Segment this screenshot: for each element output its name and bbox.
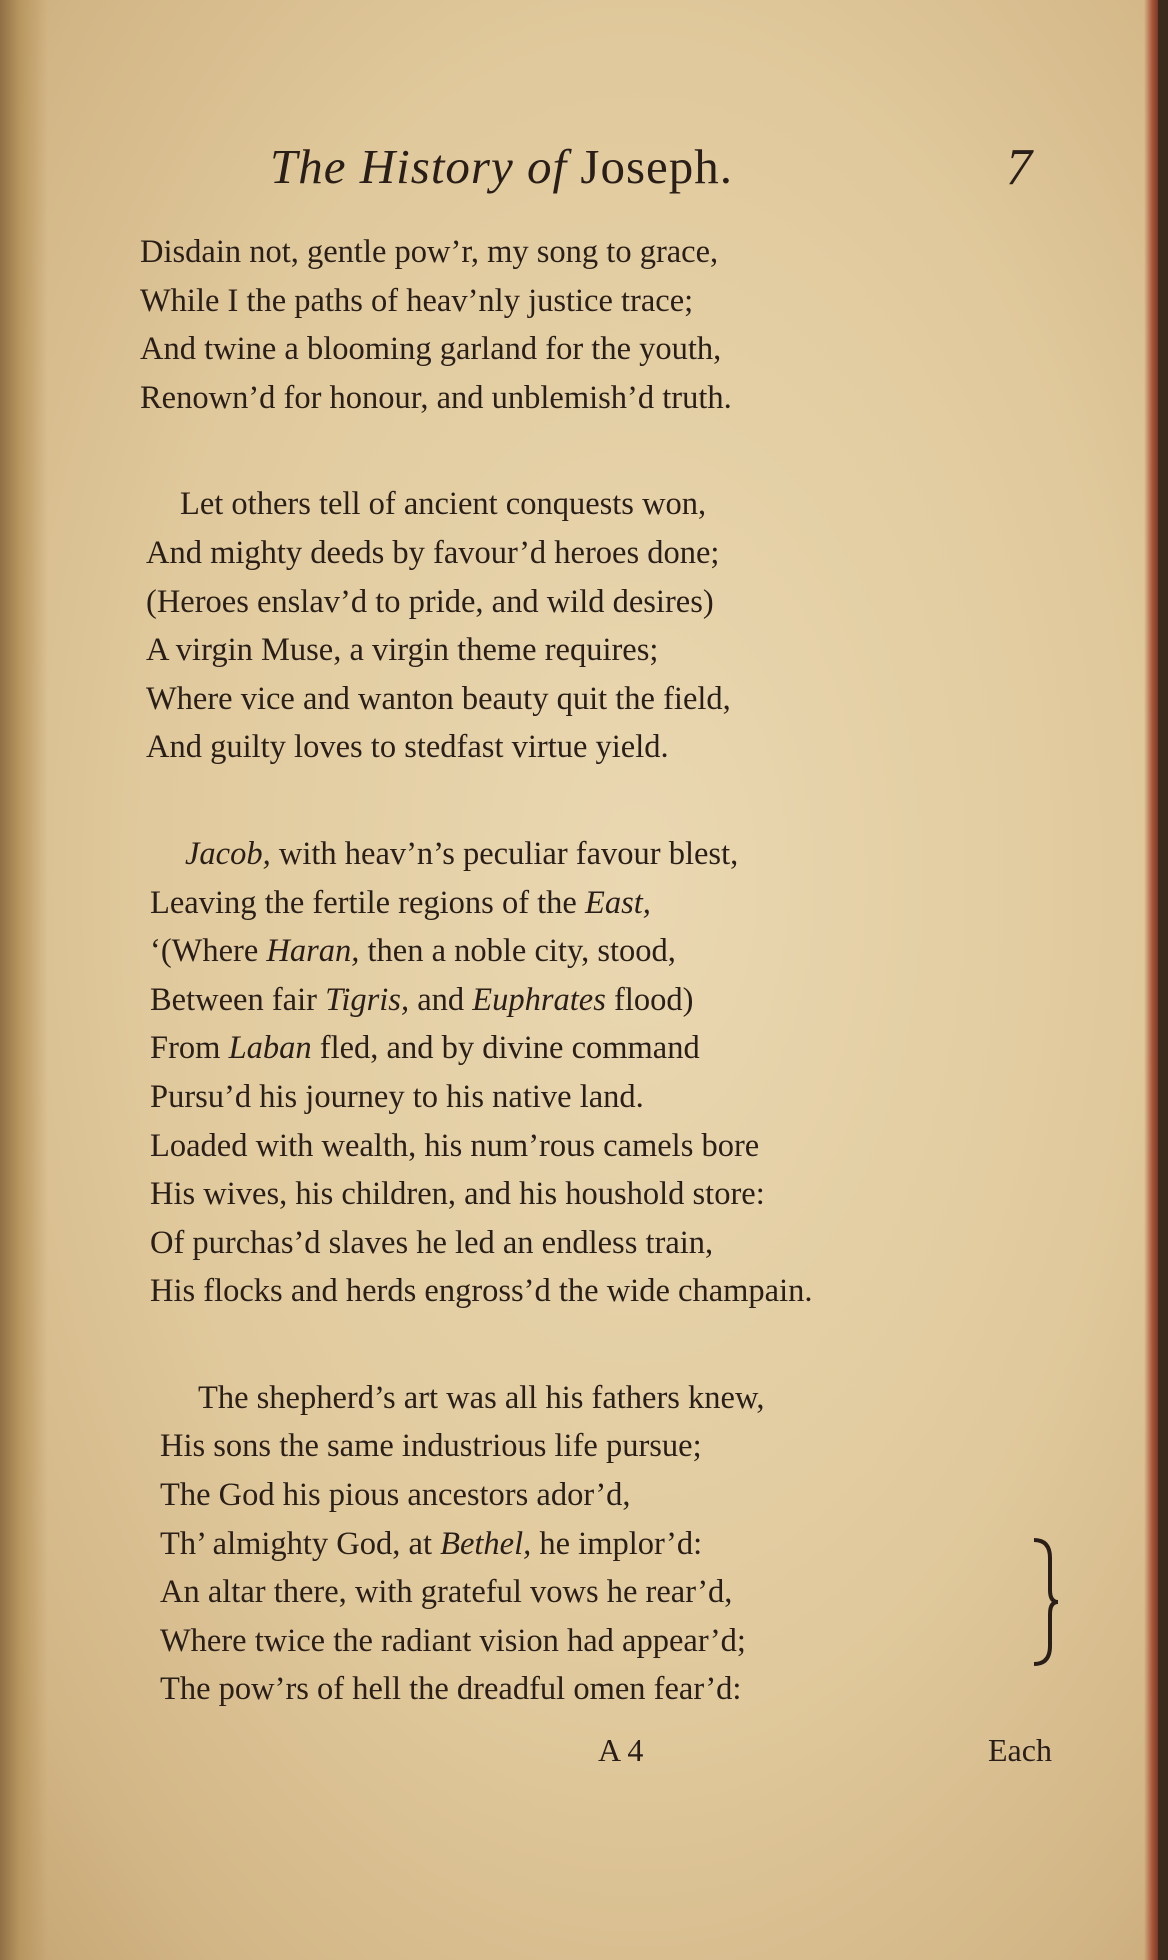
line-text: The God his pious ancestors ador’d, xyxy=(160,1477,631,1514)
page-footer xyxy=(0,1732,1158,1782)
poem-line xyxy=(0,1422,1100,1471)
poem-line xyxy=(0,1617,1100,1666)
poem-line xyxy=(0,626,1100,675)
line-text: Loaded with wealth, his num’rous camels bore xyxy=(150,1127,760,1164)
title-main: Joseph. xyxy=(580,139,734,194)
line-text: Let others tell of ancient conquests won, xyxy=(180,486,707,523)
line-text: The pow’rs of hell the dreadful omen fear’d: xyxy=(160,1671,742,1708)
running-header xyxy=(0,138,1158,208)
triplet-brace xyxy=(1030,1536,1060,1668)
poem-line xyxy=(0,325,1100,374)
line-text: Where twice the radiant vision had appear’d; xyxy=(160,1622,746,1659)
line-text: And guilty loves to stedfast virtue yield. xyxy=(146,729,669,766)
page-edge xyxy=(1144,0,1158,1960)
proper-name: Tigris, xyxy=(325,981,410,1018)
line-text: Leaving the fertile regions of the xyxy=(150,884,585,921)
poem-line xyxy=(0,723,1100,772)
poem-line xyxy=(0,927,1100,976)
poem-line xyxy=(0,529,1100,578)
poem-line xyxy=(0,277,1100,326)
poem-line xyxy=(0,1471,1100,1520)
proper-name: Laban xyxy=(228,1030,312,1067)
line-text: Renown’d for honour, and unblemish’d truth. xyxy=(140,379,732,416)
line-text: Pursu’d his journey to his native land. xyxy=(150,1078,644,1115)
proper-name: Euphrates xyxy=(472,981,606,1018)
line-text: A virgin Muse, a virgin theme requires; xyxy=(146,632,659,669)
line-text: An altar there, with grateful vows he rear’d, xyxy=(160,1574,733,1611)
poem-line xyxy=(0,976,1100,1025)
poem-line xyxy=(0,675,1100,724)
poem-line xyxy=(0,830,1100,879)
proper-name: East, xyxy=(584,884,651,921)
poem-body xyxy=(0,228,1100,1772)
line-text: The shepherd’s art was all his fathers knew, xyxy=(198,1379,765,1416)
catchword: Each xyxy=(988,1732,1052,1768)
poem-line xyxy=(0,1073,1100,1122)
line-text: Disdain not, gentle pow’r, my song to grace, xyxy=(140,234,719,270)
stanza xyxy=(0,830,1100,1316)
signature-mark: A 4 xyxy=(598,1732,644,1768)
line-text: fled, and by divine command xyxy=(311,1030,700,1067)
line-text: ‘(Where xyxy=(150,933,267,970)
line-text: he implor’d: xyxy=(531,1525,703,1562)
line-text: His flocks and herds engross’d the wide champain. xyxy=(150,1273,813,1310)
line-text: His sons the same industrious life pursue; xyxy=(160,1428,702,1465)
line-text: flood) xyxy=(605,981,694,1018)
line-text: Th’ almighty God, at xyxy=(160,1525,441,1562)
line-text: and xyxy=(409,981,473,1018)
line-text: His wives, his children, and his houshold store: xyxy=(150,1176,765,1213)
poem-line xyxy=(0,1568,1100,1617)
poem-line xyxy=(0,480,1100,529)
page-number: 7 xyxy=(1006,139,1032,196)
line-text: Of purchas’d slaves he led an endless train, xyxy=(150,1224,714,1261)
line-text: And mighty deeds by favour’d heroes done; xyxy=(146,534,720,571)
stanza xyxy=(0,228,1100,422)
poem-line xyxy=(0,1219,1100,1268)
line-text: From xyxy=(150,1030,229,1067)
line-text: (Heroes enslav’d to pride, and wild desires) xyxy=(146,583,714,620)
poem-line xyxy=(0,578,1100,627)
poem-line xyxy=(0,1374,1100,1423)
line-text: then a noble city, stood, xyxy=(359,933,676,970)
stanza xyxy=(0,1374,1100,1714)
line-text: Where vice and wanton beauty quit the field, xyxy=(146,680,731,717)
poem-line xyxy=(0,879,1100,928)
poem-line xyxy=(0,1170,1100,1219)
line-text: And twine a blooming garland for the youth, xyxy=(140,331,722,368)
line-text: While I the paths of heav’nly justice trace; xyxy=(140,282,694,319)
proper-name: Bethel, xyxy=(440,1525,532,1562)
proper-name: Jacob, xyxy=(185,835,271,872)
running-title xyxy=(270,138,733,195)
title-prefix: The History of xyxy=(270,139,568,194)
poem-line xyxy=(0,1267,1100,1316)
stanza xyxy=(0,480,1100,772)
poem-line xyxy=(0,228,1100,277)
poem-line xyxy=(0,1520,1100,1569)
poem-line xyxy=(0,1024,1100,1073)
line-text: Between fair xyxy=(150,981,326,1018)
poem-line xyxy=(0,1122,1100,1171)
line-text: with heav’n’s peculiar favour blest, xyxy=(270,835,739,872)
poem-line xyxy=(0,374,1100,423)
proper-name: Haran, xyxy=(266,933,360,970)
poem-line xyxy=(0,1665,1100,1714)
